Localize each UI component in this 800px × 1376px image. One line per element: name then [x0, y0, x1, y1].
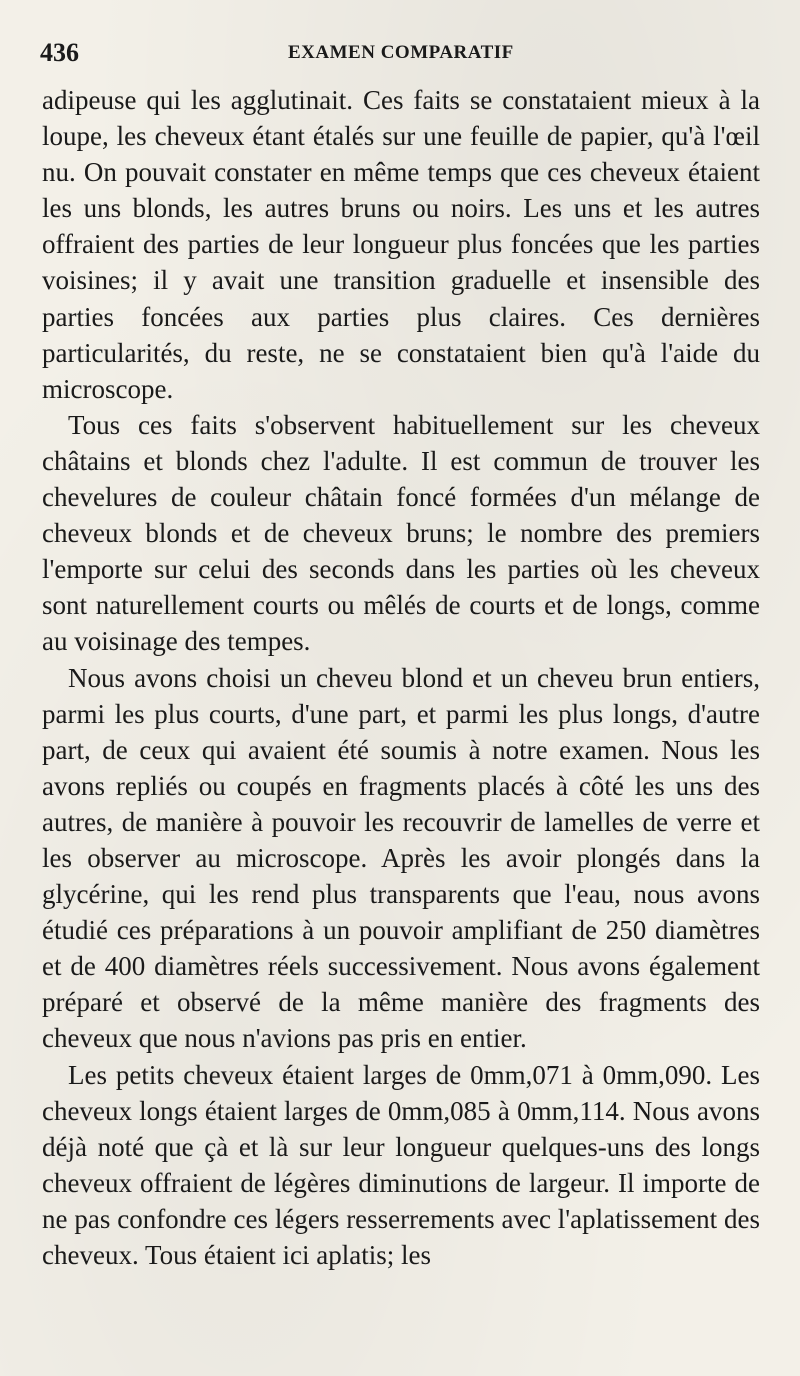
paragraph-2: Tous ces faits s'observent habituellement sur les cheveux châtains et blonds chez l'adulte. Il est commun de trouver les chevelures de couleur châtain foncé formées d'un mélange de cheveux blonds et de cheveux bruns; le nombre des premiers l'emporte sur celui des seconds dans les parties où les cheveux sont naturellement courts ou mêlés de courts et de longs, comme au voisinage des tempes.	[42, 409, 760, 657]
paragraph-3: Nous avons choisi un cheveu blond et un cheveu brun entiers, parmi les plus courts, d'une part, et parmi les plus longs, d'autre part, de ceux qui avaient été soumis à notre examen. Nous les avons repliés ou coupés en fragments placés à côté les uns des autres, de manière à pouvoir les recouvrir de lamelles de verre et les observer au microscope. Après les avoir plongés dans la glycérine, qui les rend plus transparents que l'eau, nous avons étudié ces préparations à un pouvoir amplifiant de 250 diamètres et de 400 diamètres réels successivement. Nous avons également préparé et observé de la même manière des fragments des cheveux que nous n'avions pas pris en entier.	[42, 662, 760, 1054]
running-head: EXAMEN COMPARATIF	[288, 42, 514, 63]
paragraph-1: adipeuse qui les agglutinait. Ces faits se constataient mieux à la loupe, les cheveux étant étalés sur une feuille de papier, qu'à l'œil nu. On pouvait constater en même temps que ces cheveux étaient les uns blonds, les autres bruns ou noirs. Les uns et les autres offraient des parties de leur longueur plus foncées que les parties voisines; il y avait une transition graduelle et insensible des parties foncées aux parties plus claires. Ces dernières particularités, du reste, ne se constataient bien qu'à l'aide du microscope.	[42, 85, 760, 404]
page-header	[40, 38, 760, 72]
paragraph-4: Les petits cheveux étaient larges de 0mm,071 à 0mm,090. Les cheveux longs étaient larges de 0mm,085 à 0mm,114. Nous avons déjà noté que çà et là sur leur longueur quelques-uns des longs cheveux offraient de légères diminutions de largeur. Il importe de ne pas confondre ces légers resserrements avec l'aplatissement des cheveux. Tous étaient ici aplatis; les	[42, 1059, 760, 1270]
body-text	[42, 82, 760, 1273]
page-number: 436	[40, 38, 79, 67]
